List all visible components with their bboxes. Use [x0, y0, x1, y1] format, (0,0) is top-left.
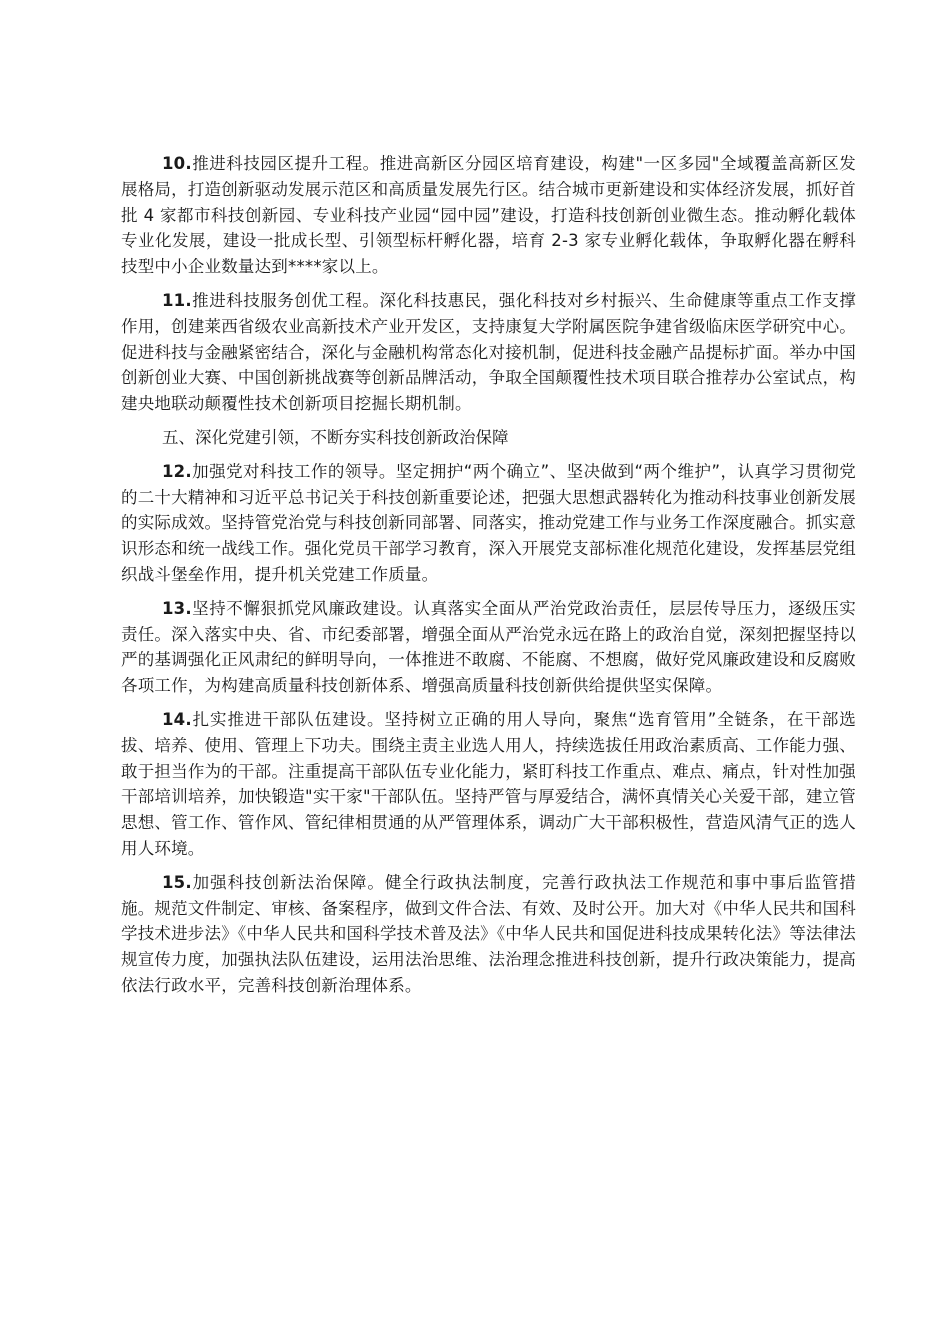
- paragraph-12: [121, 459, 856, 588]
- document-body: [121, 151, 856, 1007]
- paragraph-15: [121, 870, 856, 999]
- paragraph-11: [121, 288, 856, 417]
- paragraph-text: 加强党对科技工作的领导。坚定拥护“两个确立”、坚决做到“两个维护”，认真学习贯彻党的二十大精神和习近平总书记关于科技创新重要论述，把强大思想武器转化为推动科技事业创新发展的实际成效。坚持管党治党与科技创新同部署、同落实，推动党建工作与业务工作深度融合。抓实意识形态和统一战线工作。强化党员干部学习教育，深入开展党支部标准化规范化建设，发挥基层党组织战斗堡垒作用，提升机关党建工作质量。: [121, 461, 856, 584]
- paragraph-number: 15.: [162, 872, 192, 892]
- section-heading: [121, 425, 856, 451]
- paragraph-number: 14.: [162, 709, 192, 729]
- paragraph-number: 13.: [162, 598, 192, 618]
- paragraph-13: [121, 596, 856, 699]
- paragraph-text: 推进科技服务创优工程。深化科技惠民，强化科技对乡村振兴、生命健康等重点工作支撑作用，创建莱西省级农业高新技术产业开发区，支持康复大学附属医院争建省级临床医学研究中心。促进科技与金融紧密结合，深化与金融机构常态化对接机制，促进科技金融产品提标扩面。举办中国创新创业大赛、中国创新挑战赛等创新品牌活动，争取全国颠覆性技术项目联合推荐办公室试点，构建央地联动颠覆性技术创新项目挖掘长期机制。: [121, 290, 856, 414]
- paragraph-number: 12.: [162, 461, 192, 481]
- paragraph-text: 推进科技园区提升工程。推进高新区分园区培育建设，构建"一区多园"全域覆盖高新区发展格局，打造创新驱动发展示范区和高质量发展先行区。结合城市更新建设和实体经济发展，抓好首批 4 家都市科技创新园、专业科技产业园“园中园”建设，打造科技创新创业微生态。推动孵化载体专业化发展，建设一批成长型、引领型标杆孵化器，培育 2-3 家专业孵化载体，争取孵化器在孵科技型中小企业数量达到****家以上。: [121, 154, 856, 277]
- section-heading-text: 五、深化党建引领，不断夯实科技创新政治保障: [162, 427, 509, 447]
- paragraph-text: 扎实推进干部队伍建设。坚持树立正确的用人导向，聚焦“选育管用”全链条，在干部选拔、培养、使用、管理上下功夫。围绕主责主业选人用人，持续选拔任用政治素质高、工作能力强、敢于担当作为的干部。注重提高干部队伍专业化能力，紧盯科技工作重点、难点、痛点，针对性加强干部培训培养，加快锻造"实干家"干部队伍。坚持严管与厚爱结合，满怀真情关心关爱干部，建立管思想、管工作、管作风、管纪律相贯通的从严管理体系，调动广大干部积极性，营造风清气正的选人用人环境。: [121, 709, 856, 858]
- paragraph-number: 10.: [162, 154, 192, 173]
- paragraph-text: 加强科技创新法治保障。健全行政执法制度，完善行政执法工作规范和事中事后监管措施。规范文件制定、审核、备案程序，做到文件合法、有效、及时公开。加大对《中华人民共和国科学技术进步法》《中华人民共和国科学技术普及法》《中华人民共和国促进科技成果转化法》等法律法规宣传力度，加强执法队伍建设，运用法治思维、法治理念推进科技创新，提升行政决策能力，提高依法行政水平，完善科技创新治理体系。: [121, 872, 856, 995]
- paragraph-text: 坚持不懈狠抓党风廉政建设。认真落实全面从严治党政治责任，层层传导压力，逐级压实责任。深入落实中央、省、市纪委部署，增强全面从严治党永远在路上的政治自觉，深刻把握坚持以严的基调强化正风肃纪的鲜明导向，一体推进不敢腐、不能腐、不想腐，做好党风廉政建设和反腐败各项工作，为构建高质量科技创新体系、增强高质量科技创新供给提供坚实保障。: [121, 598, 856, 696]
- paragraph-10: [121, 151, 856, 280]
- paragraph-14: [121, 707, 856, 862]
- paragraph-number: 11.: [162, 290, 192, 310]
